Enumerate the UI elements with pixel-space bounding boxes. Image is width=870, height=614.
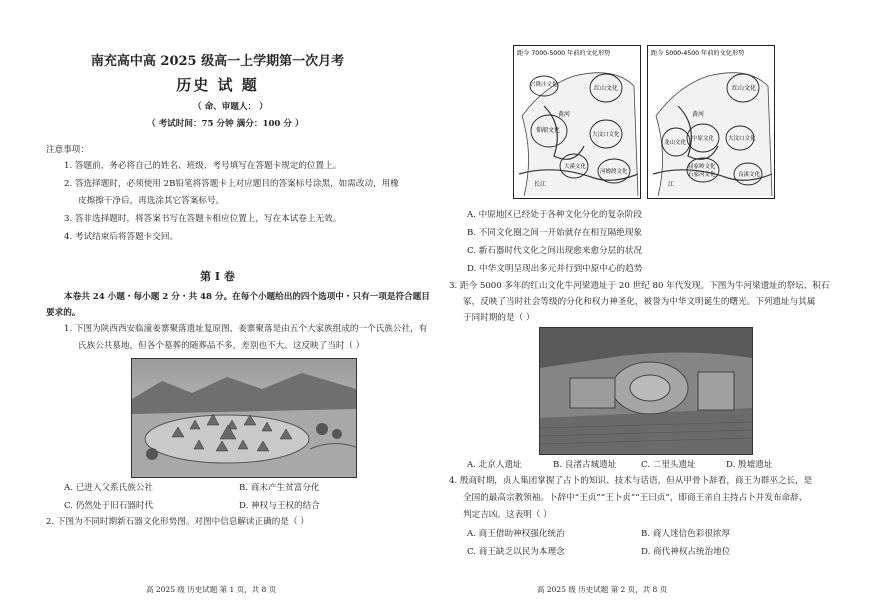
- exam-title: 南充高中高 2025 级高一上学期第一次月考: [90, 54, 345, 69]
- question-3-text: 冢，反映了当时社会等级的分化和权力神圣化，被誉为中华文明诞生的曙光。下列遗址与其属: [463, 297, 816, 307]
- settlement-reconstruction-image: [131, 358, 357, 478]
- q4-option-c[interactable]: C. 商王缺乏以民为本理念: [467, 547, 565, 557]
- question-1-text: 1. 下图为陕西西安临潼姜寨聚落遗址复原图，姜寨聚落是由五个大家族组成的一个氏族公社，有: [64, 324, 428, 334]
- culture-map-7000-5000: [513, 45, 641, 199]
- question-4-text: 全国的最高宗教领袖。卜辞中“王贞”“王卜贞”“王曰贞”，即商王亲自主持占卜并发布命辞、: [463, 493, 808, 503]
- q2-option-a[interactable]: A. 中原地区已经处于各种文化分化的复杂阶段: [467, 210, 642, 220]
- author-line: （ 命、审题人： ）: [193, 102, 268, 112]
- question-4-text: 判定吉凶。这表明（ ）: [463, 510, 552, 520]
- q4-option-d[interactable]: D. 商代神权占统治地位: [641, 547, 731, 557]
- map-title: 距今 5000-4500 年前的文化形势: [651, 50, 745, 57]
- notice-item: 皮擦擦干净后，再选涂其它答案标号。: [78, 196, 225, 206]
- q1-option-d[interactable]: D. 神权与王权的结合: [239, 501, 320, 511]
- q4-option-a[interactable]: A. 商王借助神权强化统治: [467, 529, 565, 539]
- page-footer: 高 2025 级 历史试题 第 2 页，共 8 页: [537, 585, 668, 594]
- notice-heading: 注意事项：: [46, 145, 89, 155]
- map-label: 大汶口文化: [592, 132, 620, 138]
- q1-option-a[interactable]: A. 已进入父系氏族公社: [64, 483, 154, 493]
- notice-item: 2. 答选择题时，必须使用 2B铅笔将答题卡上对应题目的答案标号涂黑，如需改动，用橡: [64, 179, 399, 189]
- page-2: [435, 0, 870, 614]
- q1-option-c[interactable]: C. 仍然处于旧石器时代: [64, 501, 154, 511]
- subject-title: 历史 试 题: [176, 76, 259, 94]
- notice-item: 4. 考试结束后将答题卡交回。: [64, 232, 179, 242]
- page-footer: 高 2025 级 历史试题 第 1 页，共 8 页: [146, 585, 277, 594]
- map-label: 大溪文化: [564, 164, 587, 170]
- q2-option-d[interactable]: D. 中华文明呈现出多元并行到中原中心的趋势: [467, 264, 643, 274]
- map-label: 红山文化: [732, 85, 757, 92]
- map-label: 仰韶文化: [536, 127, 561, 134]
- question-1-text: 氏族公共墓地，但各个墓葬的随葬品不多，差别也不大。这反映了当时（ ）: [78, 341, 365, 351]
- map-label: 长江: [534, 181, 547, 188]
- map-label: 中原文化: [692, 136, 715, 142]
- section-instructions: 本卷共 24 小题・每小题 2 分・共 48 分。在每个小题给出的四个选项中・只有一项是符合题目: [64, 292, 430, 302]
- q2-option-c[interactable]: C. 新石器时代文化之间出现愈来愈分层的状况: [467, 246, 643, 256]
- niuheliang-site-photo: [539, 327, 753, 455]
- map-label: 龙山文化: [664, 140, 687, 146]
- map-label: 良渚文化: [738, 172, 761, 178]
- question-3-text: 于同时期的是（ ）: [463, 313, 535, 323]
- question-2-text: 2. 下图为不同时期新石器文化形势图。对图中信息解读正确的是（ ）: [46, 517, 309, 527]
- map-label: 黄河: [692, 111, 705, 118]
- q4-option-b[interactable]: B. 商人迷信色彩很浓厚: [641, 529, 731, 539]
- map-label: 江: [668, 181, 675, 188]
- q3-option-c[interactable]: C. 二里头遗址: [641, 460, 696, 470]
- q1-option-b[interactable]: B. 商末产生贫富分化: [239, 483, 320, 493]
- q3-option-a[interactable]: A. 北京人遗址: [467, 460, 522, 470]
- map-label: 石家河文化: [688, 172, 716, 178]
- map-title: 距今 7000-5000 年前的文化形势: [517, 50, 611, 57]
- notice-item: 3. 答非选择题时，将答案书写在答题卡相应位置上，写在本试卷上无效。: [64, 214, 342, 224]
- q2-option-b[interactable]: B. 不同文化圈之间一开始就存在相互隔绝现象: [467, 228, 643, 238]
- map-label: 河姆渡文化: [600, 169, 628, 175]
- question-4-text: 4. 殷商时期，贞人集团掌握了占卜的知识、技术与话语，但从甲骨卜辞看，商王为群巫之长，是: [449, 476, 813, 486]
- section-title: 第 Ⅰ 卷: [200, 270, 235, 283]
- exam-info: （ 考试时间：75 分钟 满分：100 分 ）: [147, 119, 304, 129]
- map-label: 屈家岭文化: [688, 164, 716, 170]
- q3-option-d[interactable]: D. 殷墟遗址: [726, 460, 773, 470]
- map-label: 大汶口文化: [728, 136, 756, 142]
- map-label: 红山文化: [594, 85, 619, 92]
- map-label: 黄河: [558, 111, 571, 118]
- map-label: 兴隆洼文化: [530, 82, 558, 88]
- section-instructions: 要求的。: [46, 308, 81, 318]
- culture-map-5000-4500: [647, 45, 775, 199]
- question-3-text: 3. 距今 5000 多年的红山文化牛河梁遗址于 20 世纪 80 年代发现。下图为牛河梁遗址的祭坛、积石: [449, 281, 830, 291]
- notice-item: 1. 答题前，务必将自己的姓名、班级、考号填写在答题卡规定的位置上。: [64, 161, 342, 171]
- q3-option-b[interactable]: B. 良渚古城遗址: [553, 460, 617, 470]
